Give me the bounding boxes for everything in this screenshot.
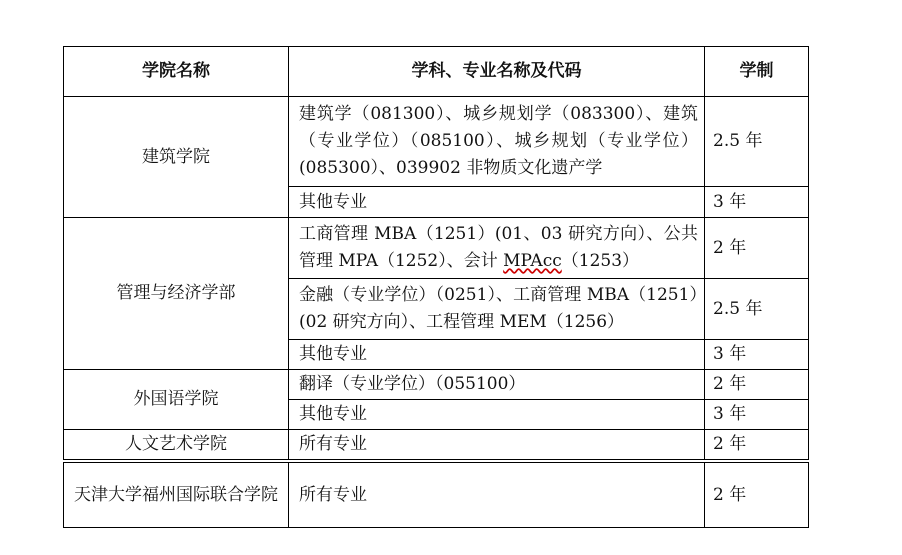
- years-cell: 2 年: [705, 370, 809, 400]
- header-row: [64, 47, 809, 97]
- college-cell: 建筑学院: [64, 97, 289, 218]
- major-cell: 其他专业: [289, 400, 705, 430]
- college-cell: 人文艺术学院: [64, 430, 289, 460]
- years-cell: 2 年: [705, 430, 809, 460]
- years-cell: 2.5 年: [705, 279, 809, 340]
- table-row: [64, 97, 809, 187]
- years-cell: 2.5 年: [705, 97, 809, 187]
- college-cell: 天津大学福州国际联合学院: [64, 463, 289, 528]
- major-cell: 其他专业: [289, 187, 705, 218]
- table-row: [64, 370, 809, 400]
- header-college: 学院名称: [64, 47, 289, 97]
- table-row: [64, 218, 809, 279]
- major-cell: 金融（专业学位）（0251）、工商管理 MBA（1251）(02 研究方向）、工程管理 MEM（1256）: [289, 279, 705, 340]
- major-cell: 所有专业: [289, 430, 705, 460]
- table-row: [64, 430, 809, 460]
- schooling-table: [63, 46, 809, 460]
- major-cell: 所有专业: [289, 463, 705, 528]
- years-cell: 3 年: [705, 340, 809, 370]
- college-cell: 管理与经济学部: [64, 218, 289, 370]
- header-major: 学科、专业名称及代码: [289, 47, 705, 97]
- years-cell: 2 年: [705, 463, 809, 528]
- header-years: 学制: [705, 47, 809, 97]
- major-cell: 工商管理 MBA（1251）(01、03 研究方向）、公共管理 MPA（1252）、会计 MPAcc（1253）: [289, 218, 705, 279]
- spellcheck-underline: MPAcc: [503, 251, 562, 271]
- major-cell: 翻译（专业学位）（055100）: [289, 370, 705, 400]
- schooling-table-continued: [63, 462, 809, 528]
- years-cell: 3 年: [705, 187, 809, 218]
- years-cell: 3 年: [705, 400, 809, 430]
- years-cell: 2 年: [705, 218, 809, 279]
- table-row: [64, 463, 809, 528]
- major-cell: 建筑学（081300）、城乡规划学（083300）、建筑（专业学位）（085100）、城乡规划（专业学位）(085300）、039902 非物质文化遗产学: [289, 97, 705, 187]
- major-cell: 其他专业: [289, 340, 705, 370]
- college-cell: 外国语学院: [64, 370, 289, 430]
